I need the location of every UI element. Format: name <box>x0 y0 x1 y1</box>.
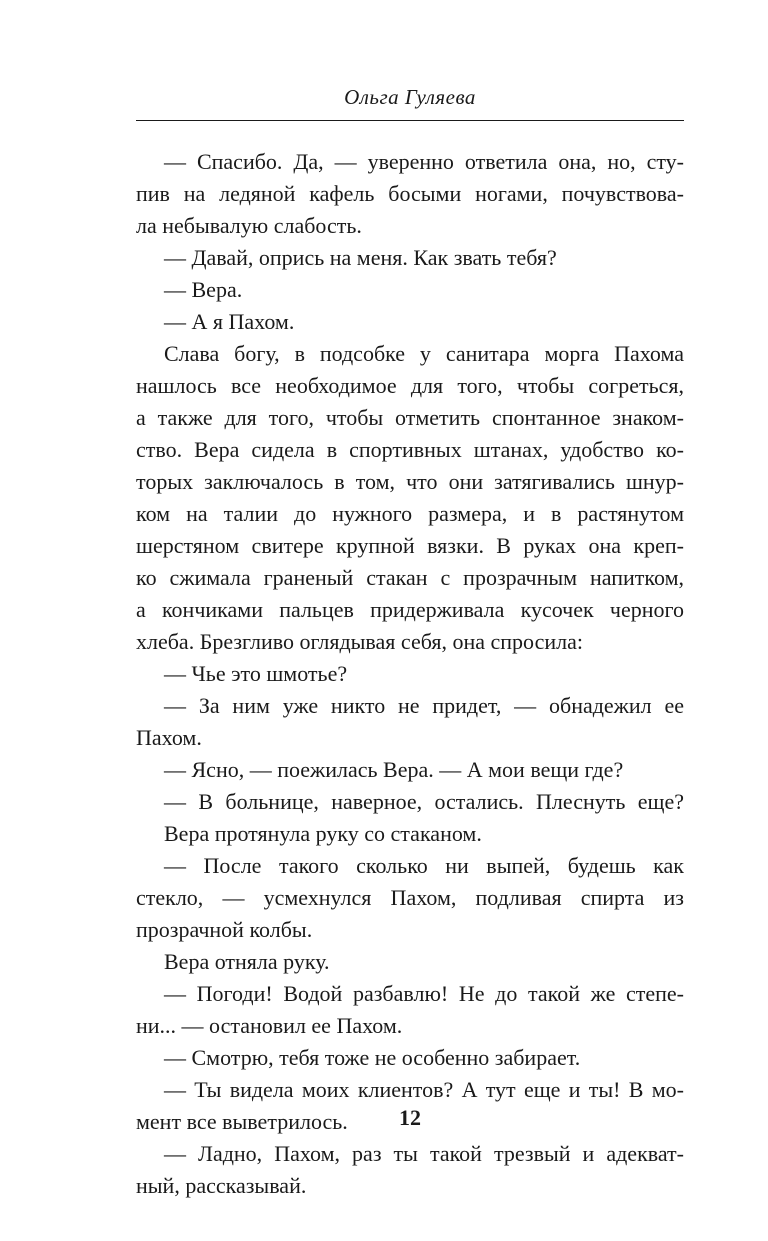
text-line: — Вера. <box>164 277 243 302</box>
text-line: хлеба. Брезгливо оглядывая себя, она спросила: <box>136 629 583 654</box>
text-line: ком на талии до нужного размера, и в растянутом <box>136 501 684 526</box>
text-line: — За ним уже никто не придет, — обнадежил ее <box>164 693 684 718</box>
text-line: — А я Пахом. <box>164 309 295 334</box>
text-line: ко сжимала граненый стакан с прозрачным напитком, <box>136 565 684 590</box>
page-number: 12 <box>399 1105 421 1130</box>
text-line: — Спасибо. Да, — уверенно ответила она, но, сту- <box>164 149 684 174</box>
text-line: — Погоди! Водой разбавлю! Не до такой же степе- <box>164 981 684 1006</box>
text-line: — В больнице, наверное, остались. Плеснуть еще? <box>164 789 684 814</box>
text-line: мент все выветрилось. <box>136 1109 348 1134</box>
running-header-author: Ольга Гуляева <box>344 85 476 109</box>
text-line: — Ясно, — поежилась Вера. — А мои вещи где? <box>164 757 624 782</box>
text-line: — Давай, опрись на меня. Как звать тебя? <box>164 245 557 270</box>
text-line: нашлось все необходимое для того, чтобы согреться, <box>136 373 684 398</box>
text-line: а также для того, чтобы отметить спонтанное знаком- <box>136 405 684 430</box>
text-line: ный, рассказывай. <box>136 1173 307 1198</box>
text-line: Вера протянула руку со стаканом. <box>164 821 482 846</box>
text-line: шерстяном свитере крупной вязки. В руках она креп- <box>136 533 684 558</box>
text-line: а кончиками пальцев придерживала кусочек черного <box>136 597 684 622</box>
text-line: пив на ледяной кафель босыми ногами, почувствова- <box>136 181 684 206</box>
text-line: — Чье это шмотье? <box>164 661 348 686</box>
text-line: ни... — остановил ее Пахом. <box>136 1013 403 1038</box>
body-text <box>136 146 684 1202</box>
text-line: — После такого сколько ни выпей, будешь как <box>164 853 684 878</box>
text-line: ла небывалую слабость. <box>136 213 362 238</box>
text-line: — Ладно, Пахом, раз ты такой трезвый и адекват- <box>164 1141 684 1166</box>
text-line: прозрачной колбы. <box>136 917 313 942</box>
text-line: Вера отняла руку. <box>164 949 330 974</box>
text-line: Пахом. <box>136 725 202 750</box>
text-line: — Смотрю, тебя тоже не особенно забирает. <box>164 1045 581 1070</box>
text-line: — Ты видела моих клиентов? А тут еще и ты! В мо- <box>164 1077 684 1102</box>
text-line: торых заключалось в том, что они затягивались шнур- <box>136 469 684 494</box>
text-line: ство. Вера сидела в спортивных штанах, удобство ко- <box>136 437 684 462</box>
header-rule <box>136 120 684 121</box>
text-line: стекло, — усмехнулся Пахом, подливая спирта из <box>136 885 684 910</box>
text-line: Слава богу, в подсобке у санитара морга Пахома <box>164 341 684 366</box>
